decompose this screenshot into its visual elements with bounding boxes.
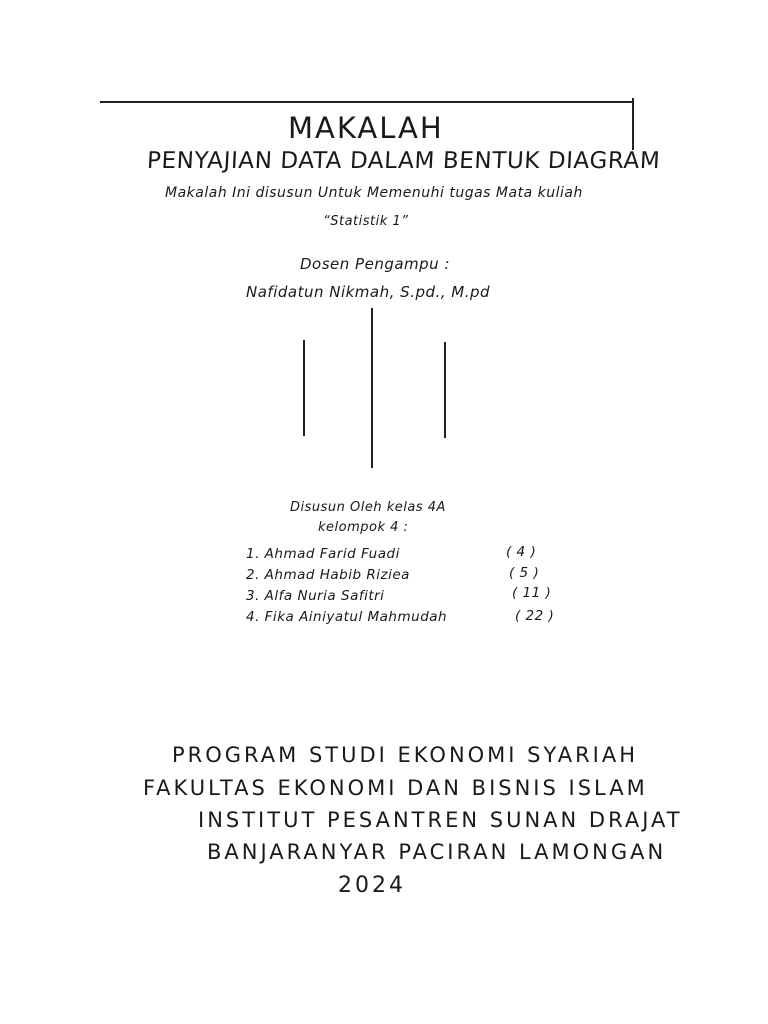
course-name: “Statistik 1”: [323, 214, 409, 229]
member-name: 3. Alfa Nuria Safitri: [246, 588, 385, 604]
page-border-top: [100, 101, 634, 103]
prepared-by: Disusun Oleh kelas 4A: [290, 500, 446, 515]
member-number: ( 22 ): [515, 608, 555, 624]
decorative-line-right: [444, 342, 446, 438]
cover-subtitle: PENYAJIAN DATA DALAM BENTUK DIAGRAM: [146, 148, 662, 174]
study-program: PROGRAM STUDI EKONOMI SYARIAH: [172, 743, 639, 767]
member-number: ( 4 ): [506, 544, 537, 560]
institute: INSTITUT PESANTREN SUNAN DRAJAT: [198, 808, 683, 832]
member-number: ( 5 ): [509, 565, 540, 581]
decorative-line-center: [371, 308, 373, 468]
member-name: 4. Fika Ainiyatul Mahmudah: [246, 609, 448, 625]
faculty: FAKULTAS EKONOMI DAN BISNIS ISLAM: [143, 776, 648, 800]
page-border-right: [632, 98, 634, 150]
year: 2024: [338, 873, 406, 898]
lecturer-name: Nafidatun Nikmah, S.pd., M.pd: [246, 283, 491, 301]
decorative-line-left: [303, 340, 305, 436]
cover-title: MAKALAH: [288, 111, 444, 145]
group-label: kelompok 4 :: [318, 520, 409, 535]
location: BANJARANYAR PACIRAN LAMONGAN: [207, 840, 667, 864]
member-name: 1. Ahmad Farid Fuadi: [246, 546, 400, 562]
cover-purpose: Makalah Ini disusun Untuk Memenuhi tugas Mata kuliah: [165, 185, 583, 201]
member-name: 2. Ahmad Habib Riziea: [246, 567, 410, 583]
lecturer-label: Dosen Pengampu :: [300, 255, 451, 273]
member-number: ( 11 ): [512, 585, 552, 601]
